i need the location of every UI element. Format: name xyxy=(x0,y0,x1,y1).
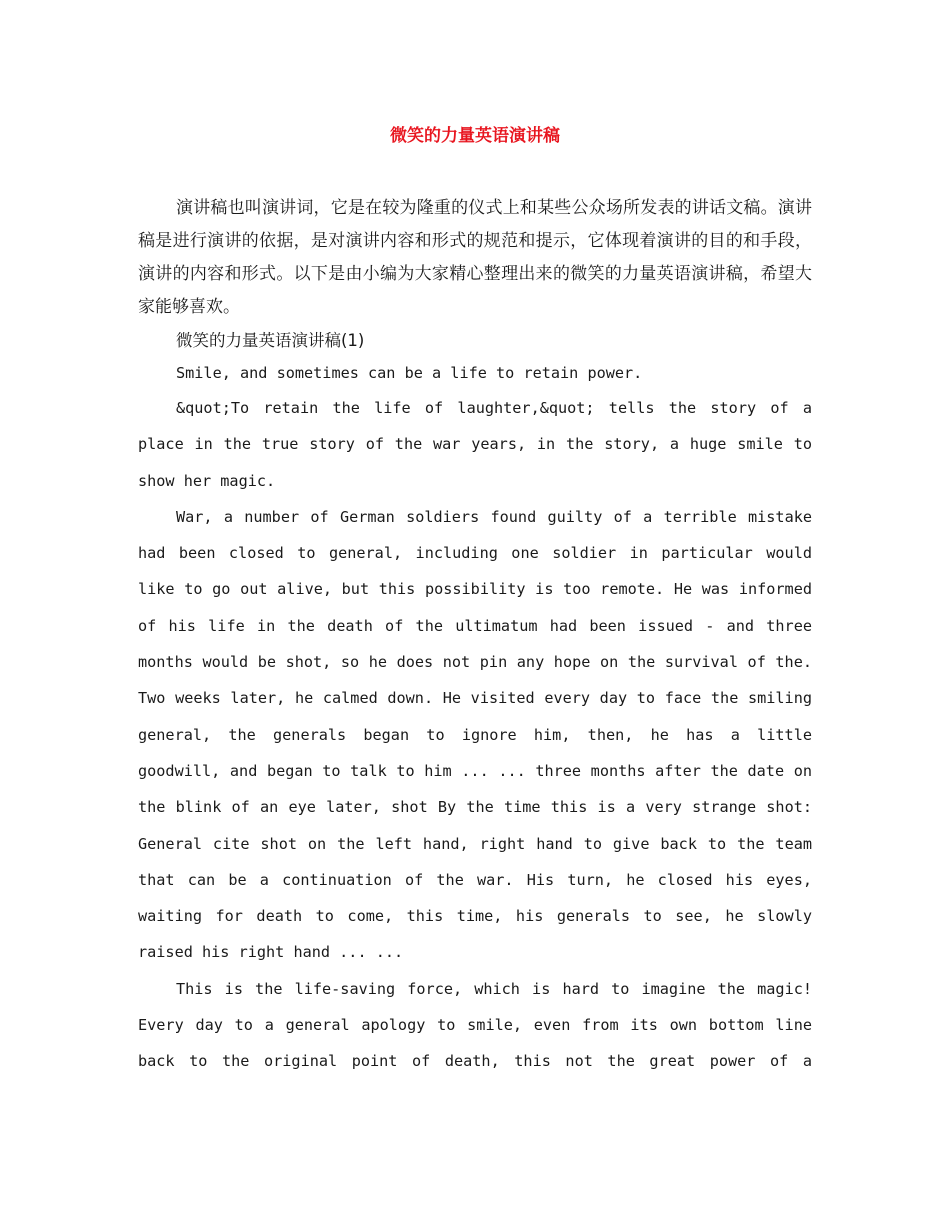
section-heading: 微笑的力量英语演讲稿(1) xyxy=(176,331,365,350)
body-paragraph: This is the life-saving force, which is hard to imagine the magic! Every day to a general apology to smile, even from its own bottom line back to the original point of death, this not the great power of a xyxy=(138,979,812,1071)
body-paragraph: &quot;To retain the life of laughter,&quot; tells the story of a place in the true story of the war years, in the story, a huge smile to show her magic. xyxy=(138,399,812,490)
body-paragraph: Smile, and sometimes can be a life to retain power. xyxy=(176,364,643,382)
intro-paragraph: 演讲稿也叫演讲词，它是在较为隆重的仪式上和某些公众场所发表的讲话文稿。演讲稿是进行演讲的依据，是对演讲内容和形式的规范和提示，它体现着演讲的目的和手段，演讲的内容和形式。以下是由小编为大家精心整理出来的微笑的力量英语演讲稿，希望大家能够喜欢。 xyxy=(138,198,812,317)
body-paragraph: War, a number of German soldiers found guilty of a terrible mistake had been closed to general, including one soldier in particular would like to go out alive, but this possibility is too remote. He was informed of his life in the death of the ultimatum had been issued - and three months would be shot, so he does not pin any hope on the survival of the. Two weeks later, he calmed down. He visited every day to face the smiling general, the generals began to ignore him, then, he has a little goodwill, and began to talk to him ... ... three months after the date on the blink of an eye later, shot By the time this is a very strange shot: General cite shot on the left hand, right hand to give back to the team that can be a continuation of the war. His turn, he closed his eyes, waiting for death to come, this time, his generals to see, he slowly raised his right hand ... ... xyxy=(138,507,812,962)
document-title: 微笑的力量英语演讲稿 xyxy=(390,126,560,146)
document-body xyxy=(138,192,812,1080)
